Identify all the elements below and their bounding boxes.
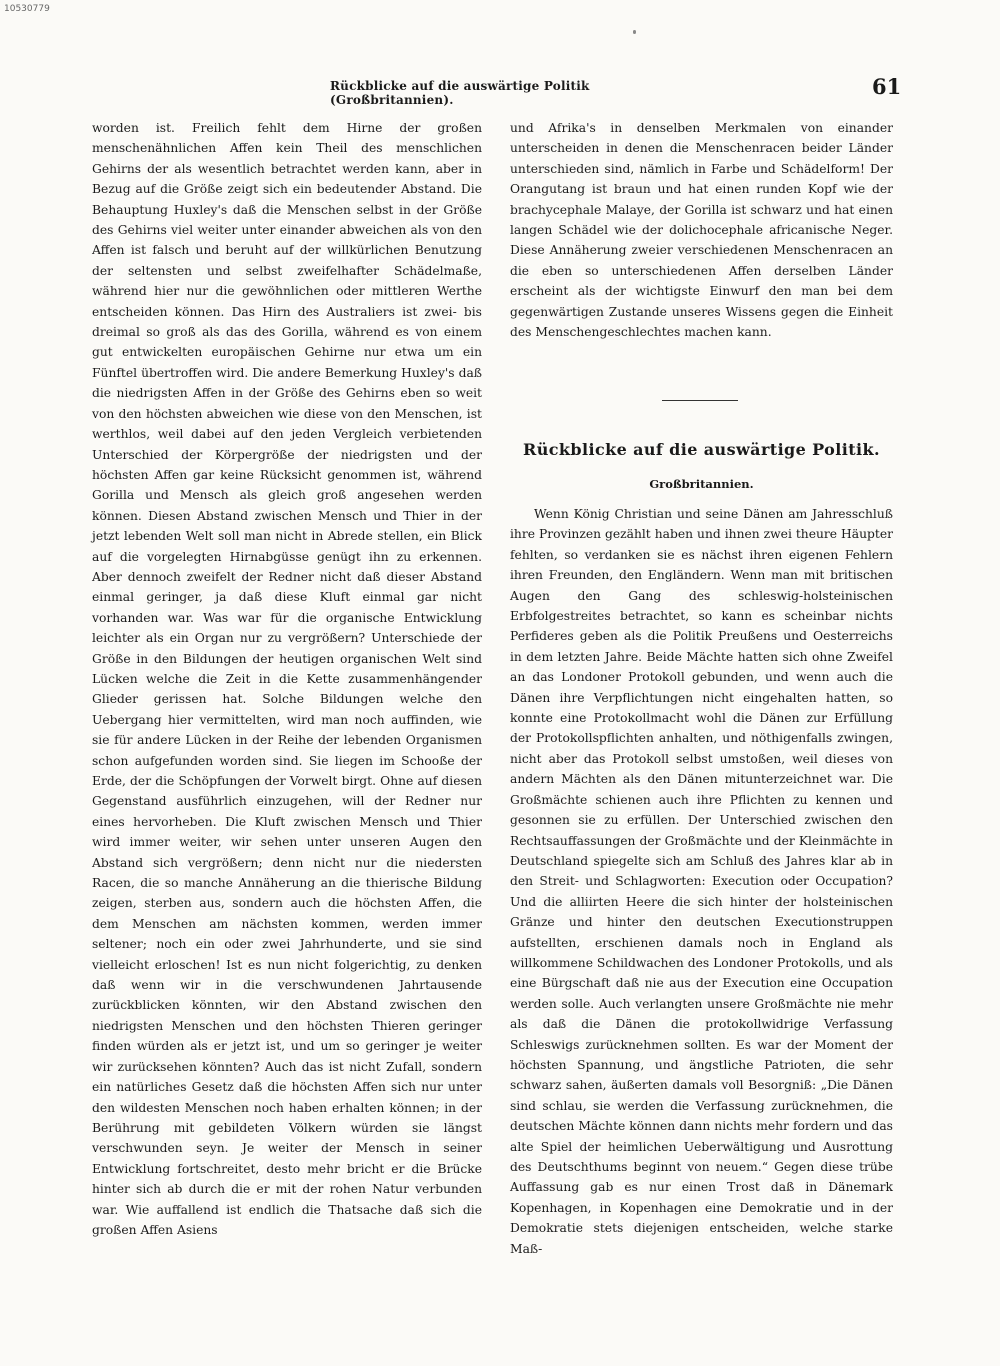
left-column-text: worden ist. Freilich fehlt dem Hirne der großen menschenähnlichen Affen kein Theil des menschlichen Gehirns der als wesentlich betrachtet werden kann, aber in Bezug auf die Größe zeigt sich ein bedeutender Abstand. Die Behauptung Huxley's daß die Menschen selbst in der Größe des Gehirns viel weiter unter einander abweichen als von den Affen ist falsch und beruht auf der willkürlichen Benutzung der seltensten und selbst zweifelhafter Schädelmaße, während hier nur die gewöhnlichen oder mittleren Werthe entscheiden können. Das Hirn des Australiers ist zwei- bis dreimal so groß als das des Gorilla, während es von einem gut entwickelten europäischen Gehirne nur etwa um ein Fünftel übertroffen wird. Die andere Bemerkung Huxley's daß die niedrigsten Affen in der Größe des Gehirns eben so weit von den höchsten abweichen wie diese von den Menschen, ist werthlos, weil dabei auf den jeden Vergleich verbietenden Unterschied der Körpergröße der niedrigsten und der höchsten Affen gar keine Rücksicht genommen ist, während Gorilla und Mensch als gleich groß angesehen werden können. Diesen Abstand zwischen Mensch und Thier in der jetzt lebenden Welt soll man nicht in Abrede stellen, ein Blick auf die vorgelegten Hirnabgüsse genügt ihn zu erkennen. Aber dennoch zweifelt der Redner nicht daß dieser Abstand einmal geringer, ja daß diese Kluft einmal gar nicht vorhanden war. Was war für die organische Entwicklung leichter als ein Organ nur zu vergrößern? Unterschiede der Größe in den Bildungen der heutigen organischen Welt sind Lücken welche die Zeit in die Kette zusammenhängender Glieder gerissen hat. Solche Bildungen welche den Uebergang hier vermittelten, wird man noch auffinden, wie sie für andere Lücken in der Reihe der lebenden Organismen schon aufgefunden worden sind. Sie liegen im Schooße der Erde, der die Schöpfungen der Vorwelt birgt. Ohne auf diesen Gegenstand ausführlich einzugehen, will der Redner nur eines hervorheben. Die Kluft zwischen Mensch und Thier wird immer weiter, wir sehen unter unseren Augen den Abstand sich vergrößern; denn nicht nur die niedersten Racen, die so manche Annäherung an die thierische Bildung zeigen, sterben aus, sondern auch die höchsten Affen, die dem Menschen am nächsten kommen, werden immer seltener; noch ein oder zwei Jahrhunderte, und sie sind vielleicht erloschen! Ist es nun nicht folgerichtig, zu denken daß wenn wir in die verschwundenen Jahrtausende zurückblicken könnten, wir den Abstand zwischen den niedrigsten Menschen und den höchsten Thieren geringer finden würden als er jetzt ist, und um so geringer je weiter wir zurücksehen könnten? Auch das ist nicht Zufall, sondern ein natürliches Gesetz daß die höchsten Affen sich nur unter den wildesten Menschen noch haben erhalten können; in der Berührung mit gebildeten Völkern würden sie längst verschwunden seyn. Je weiter der Mensch in seiner Entwicklung fortschreitet, desto mehr bricht er die Brücke hinter sich ab durch die er mit der rohen Natur verbunden war. Wie auffallend ist endlich die Thatsache daß sich die großen Affen Asiens <box>92 121 482 1237</box>
continuation-text: und Afrika's in denselben Merkmalen von einander unterscheiden in denen die Menschenracen beider Länder unterschieden sind, nämlich in Farbe und Schädelform! Der Orangutang ist braun und hat einen runden Kopf wie der brachycephale Malaye, der Gorilla ist schwarz und hat einen langen Schädel wie der dolichocephale africanische Neger. Diese Annäherung zweier verschiedenen Menschenracen an die eben so unterschiedenen Affen derselben Länder erscheint als der wichtigste Einwurf den man bei dem gegenwärtigen Zustande unseres Wissens gegen die Einheit des Menschengeschlechtes machen kann. <box>510 121 893 340</box>
right-column-continuation <box>510 118 893 342</box>
right-column-section <box>510 504 893 1259</box>
page-id: 10530779 <box>4 4 50 14</box>
section-text: Wenn König Christian und seine Dänen am Jahresschluß ihre Provinzen gezählt haben und ihnen zwei theure Häupter fehlten, so verdanken sie es nächst ihren eigenen Fehlern ihren Freunden, den Engländern. Wenn man mit britischen Augen den Gang des schleswig-holsteinischen Erbfolgestreites betrachtet, so kann es scheinbar nichts Perfideres geben als die Politik Preußens und Oesterreichs in dem letzten Jahre. Beide Mächte hatten sich ohne Zweifel an das Londoner Protokoll gebunden, und wenn auch die Dänen ihre Verpflichtungen nicht eingehalten hatten, so konnte eine Protokollmacht wohl die Dänen zur Erfüllung der Protokollspflichten anhalten, und nöthigenfalls zwingen, nicht aber das Protokoll selbst umstoßen, weil dieses von andern Mächten als den Dänen mitunterzeichnet war. Die Großmächte schienen auch ihre Pflichten zu kennen und gesonnen sie zu erfüllen. Der Unterschied zwischen den Rechtsauffassungen der Großmächte und der Kleinmächte in Deutschland spiegelte sich am Schluß des Jahres klar ab in den Streit- und Schlagworten: Execution oder Occupation? Und die alliirten Heere die sich hinter der holsteinischen Gränze und hinter den deutschen Executionstruppen aufstellten, erschienen damals noch in England als willkommene Schildwachen des Londoner Protokolls, und als eine Bürgschaft daß nie aus der Execution eine Occupation werden solle. Auch verlangten unsere Großmächte nie mehr als daß die Dänen die protokollwidrige Verfassung Schleswigs zurücknehmen sollten. Es war der Moment der höchsten Spannung, und ängstliche Patrioten, die sehr schwarz sahen, äußerten damals voll Besorgniß: „Die Dänen sind schlau, sie werden die Verfassung zurücknehmen, die deutschen Mächte können dann nichts mehr fordern und das alte Spiel der heimlichen Ueberwältigung und Ausrottung des Deutschthums beginnt von neuem.“ Gegen diese trübe Auffassung gab es nur einen Trost daß in Dänemark Kopenhagen, in Kopenhagen eine Demokratie und in der Demokratie stets diejenigen entscheiden, welche starke Maß- <box>510 507 893 1256</box>
section-title: Rückblicke auf die auswärtige Politik. <box>523 440 880 459</box>
running-title: Rückblicke auf die auswärtige Politik (Großbritannien). <box>330 79 590 107</box>
section-subtitle: Großbritannien. <box>649 477 754 491</box>
section-divider <box>662 400 738 401</box>
left-column <box>92 118 482 1283</box>
print-speck <box>633 30 636 34</box>
page-number: 61 <box>872 74 902 99</box>
